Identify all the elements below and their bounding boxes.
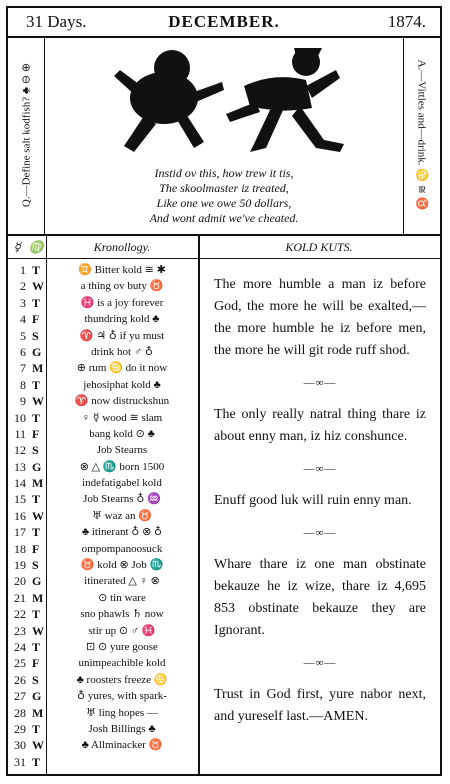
ornament-divider: —∞— bbox=[303, 657, 337, 669]
day-number: 4 bbox=[20, 312, 26, 327]
day-row bbox=[8, 541, 44, 557]
illustration bbox=[44, 36, 404, 234]
day-number: 6 bbox=[20, 344, 26, 359]
saying: Trust in God first, yure nabor next, and yureself last.—AMEN. bbox=[214, 687, 426, 724]
kold-kuts-column bbox=[204, 262, 436, 728]
day-row bbox=[8, 737, 44, 753]
weekday-letter: M bbox=[32, 476, 44, 491]
month-title: DECEMBER. bbox=[168, 12, 280, 31]
day-number: 14 bbox=[14, 476, 26, 491]
saying: The only really natral thing thare iz about enny man, iz hiz conshunce. bbox=[214, 407, 426, 444]
ornament-divider: —∞— bbox=[303, 527, 337, 539]
weekday-letter: W bbox=[32, 394, 44, 409]
day-number: 31 bbox=[14, 754, 26, 769]
day-number: 24 bbox=[14, 639, 26, 654]
verse bbox=[44, 166, 404, 226]
weekday-letter: M bbox=[32, 361, 44, 376]
day-row bbox=[8, 360, 44, 376]
day-number: 18 bbox=[14, 541, 26, 556]
weekday-letter: S bbox=[32, 443, 39, 458]
weekday-letter: T bbox=[32, 492, 41, 507]
kronollogy-entry: ompompanoosuck bbox=[81, 542, 163, 555]
right-margin-answer bbox=[403, 36, 440, 234]
day-row bbox=[8, 606, 44, 622]
kronollogy-column bbox=[48, 262, 196, 770]
weekday-letter: W bbox=[32, 623, 44, 638]
weekday-letter: T bbox=[32, 721, 41, 736]
day-row bbox=[8, 328, 44, 344]
weekday-letter: F bbox=[32, 312, 40, 327]
verse-line: The skoolmaster iz treated, bbox=[159, 181, 289, 195]
calendar-table bbox=[8, 236, 440, 774]
year: 1874. bbox=[387, 12, 426, 31]
day-row bbox=[8, 672, 44, 688]
day-row bbox=[8, 278, 44, 294]
col-header-kronollogy: Kronollogy. bbox=[46, 236, 198, 259]
weekday-letter: M bbox=[32, 705, 44, 720]
day-number: 8 bbox=[20, 377, 26, 392]
kronollogy-entry: a thing ov buty ♉ bbox=[80, 280, 164, 293]
day-row bbox=[8, 721, 44, 737]
almanac-page bbox=[6, 6, 442, 776]
day-number: 27 bbox=[14, 689, 26, 704]
weekday-letter: S bbox=[32, 328, 39, 343]
day-number: 26 bbox=[14, 672, 26, 687]
weekday-letter: T bbox=[32, 410, 41, 425]
day-number: 20 bbox=[14, 574, 26, 589]
kronollogy-entry: ⊕ rum ♋ do it now bbox=[76, 362, 168, 375]
illustration-panel bbox=[8, 36, 440, 236]
kronollogy-entry: ♈ ♃ ♁ if yu must bbox=[79, 329, 165, 342]
weekday-letter: S bbox=[32, 558, 39, 573]
day-row bbox=[8, 557, 44, 573]
kronollogy-entry: Job Stearns ♁ ♒ bbox=[83, 493, 161, 506]
day-number: 10 bbox=[14, 410, 26, 425]
kronollogy-entry: itinerated △ ♀ ⊗ bbox=[84, 575, 160, 588]
day-number: 2 bbox=[20, 279, 26, 294]
kronollogy-entry: thundring kold ♣ bbox=[84, 313, 160, 326]
weekday-letter: F bbox=[32, 541, 40, 556]
weekday-letter: W bbox=[32, 508, 44, 523]
days-count: 31 Days. bbox=[26, 12, 87, 31]
day-row bbox=[8, 524, 44, 540]
day-column bbox=[8, 262, 44, 770]
weekday-letter: T bbox=[32, 377, 41, 392]
col-header-kold-kuts: KOLD KUTS. bbox=[198, 236, 440, 259]
column-divider bbox=[198, 236, 200, 774]
weekday-letter: G bbox=[32, 459, 42, 474]
kronollogy-entry: ♣ itinerant ♁ ⊗ ♁ bbox=[81, 526, 163, 539]
kronollogy-entry: ♣ roosters freeze ♋ bbox=[76, 673, 168, 686]
day-number: 30 bbox=[14, 738, 26, 753]
saying: The more humble a man iz before God, the more he will be exalted,—the more humble he iz before men, the more he will git rode ruff shod. bbox=[214, 277, 426, 358]
day-number: 13 bbox=[14, 459, 26, 474]
day-row bbox=[8, 442, 44, 458]
day-number: 25 bbox=[14, 656, 26, 671]
day-number: 22 bbox=[14, 607, 26, 622]
day-number: 29 bbox=[14, 721, 26, 736]
kronollogy-entry: stir up ⊙ ♂ ♓ bbox=[88, 624, 156, 637]
kronollogy-entry: ♉ kold ⊗ Job ♏ bbox=[80, 559, 164, 572]
day-row bbox=[8, 705, 44, 721]
day-row bbox=[8, 590, 44, 606]
col-header-virgo: ♍ bbox=[26, 236, 46, 259]
left-margin-question bbox=[8, 36, 45, 234]
answer-text: A.—Vittles and—drink. ♋ ≅ ♉ bbox=[415, 59, 428, 211]
kronollogy-entry: sno phawls ♄ now bbox=[80, 608, 164, 621]
verse-line: And wont admit we've cheated. bbox=[149, 211, 299, 225]
ornament-divider: —∞— bbox=[303, 377, 337, 389]
day-number: 28 bbox=[14, 705, 26, 720]
column-divider bbox=[46, 236, 47, 774]
verse-line: Like one we owe 50 dollars, bbox=[156, 196, 292, 210]
day-number: 15 bbox=[14, 492, 26, 507]
kronollogy-entry: ♅ ling hopes — bbox=[86, 706, 158, 719]
weekday-letter: W bbox=[32, 279, 44, 294]
day-row bbox=[8, 754, 44, 770]
ornament-divider: —∞— bbox=[303, 463, 337, 475]
day-number: 11 bbox=[14, 426, 26, 441]
weekday-letter: F bbox=[32, 656, 40, 671]
day-row bbox=[8, 491, 44, 507]
day-row bbox=[8, 623, 44, 639]
day-row bbox=[8, 426, 44, 442]
weekday-letter: T bbox=[32, 639, 41, 654]
kronollogy-entry: unimpeachible kold bbox=[78, 657, 166, 670]
day-number: 12 bbox=[14, 443, 26, 458]
verse-line: Instid ov this, how trew it tis, bbox=[154, 166, 294, 180]
kronollogy-entry: bang kold ⊙ ♣ bbox=[89, 427, 155, 440]
kronollogy-entry: ♈ now distruckshun bbox=[74, 395, 170, 408]
day-row bbox=[8, 508, 44, 524]
kronollogy-entry: ♁ yures, with spark- bbox=[77, 690, 167, 703]
col-header-mercury: ☿ bbox=[8, 236, 26, 259]
kronollogy-entry: indefatigabel kold bbox=[82, 477, 162, 490]
day-row bbox=[8, 655, 44, 671]
silhouette-figures-image bbox=[44, 36, 386, 166]
day-row bbox=[8, 377, 44, 393]
weekday-letter: G bbox=[32, 689, 42, 704]
kronollogy-entry: Josh Billings ♣ bbox=[88, 722, 156, 735]
weekday-letter: T bbox=[32, 263, 41, 277]
question-text: Q.—Define salt kodfish? ♣ ⊖ ⊕ bbox=[20, 62, 33, 208]
page-header bbox=[8, 8, 440, 38]
day-number: 1 bbox=[20, 263, 26, 277]
day-row bbox=[8, 459, 44, 475]
weekday-letter: G bbox=[32, 574, 42, 589]
weekday-letter: M bbox=[32, 590, 44, 605]
kronollogy-entry: ⊙ tin ware bbox=[98, 591, 146, 604]
weekday-letter: S bbox=[32, 672, 39, 687]
saying: Whare thare iz one man obstinate bekauze he iz wize, thare iz 4,695 853 obstinate bekauze they are Ignorant. bbox=[214, 557, 426, 638]
day-row bbox=[8, 410, 44, 426]
kronollogy-entry: ♣ Allminacker ♉ bbox=[81, 739, 163, 752]
kronollogy-entry: ♊ Bitter kold ≅ ✱ bbox=[78, 264, 166, 276]
day-row bbox=[8, 295, 44, 311]
kronollogy-entry: jehosiphat kold ♣ bbox=[83, 378, 161, 391]
kronollogy-entry: Job Stearns bbox=[96, 444, 148, 457]
day-row bbox=[8, 688, 44, 704]
weekday-letter: T bbox=[32, 754, 41, 769]
day-number: 7 bbox=[20, 361, 26, 376]
day-row bbox=[8, 311, 44, 327]
day-number: 21 bbox=[14, 590, 26, 605]
saying: Enuff good luk will ruin enny man. bbox=[214, 493, 412, 508]
day-number: 5 bbox=[20, 328, 26, 343]
day-number: 19 bbox=[14, 558, 26, 573]
weekday-letter: G bbox=[32, 344, 42, 359]
day-number: 17 bbox=[14, 525, 26, 540]
kronollogy-entry: ♅ waz an ♉ bbox=[92, 509, 152, 522]
kronollogy-entry bbox=[48, 754, 196, 770]
day-number: 3 bbox=[20, 295, 26, 310]
day-number: 23 bbox=[14, 623, 26, 638]
weekday-letter: T bbox=[32, 525, 41, 540]
day-number: 9 bbox=[20, 394, 26, 409]
day-row bbox=[8, 393, 44, 409]
day-row bbox=[8, 262, 44, 278]
kronollogy-entry: ⊗ △ ♏ born 1500 bbox=[79, 460, 165, 473]
day-number: 16 bbox=[14, 508, 26, 523]
day-row bbox=[8, 475, 44, 491]
weekday-letter: T bbox=[32, 607, 41, 622]
kronollogy-entry: ⊡ ⊙ yure goose bbox=[86, 640, 158, 653]
day-row bbox=[8, 344, 44, 360]
kronollogy-entry: drink hot ♂ ♁ bbox=[91, 345, 153, 358]
weekday-letter: F bbox=[32, 426, 40, 441]
kronollogy-entry: ♓ is a joy forever bbox=[80, 296, 164, 309]
day-row bbox=[8, 639, 44, 655]
day-row bbox=[8, 573, 44, 589]
kronollogy-entry: ♀ ☿ wood ≅ slam bbox=[81, 411, 163, 424]
weekday-letter: T bbox=[32, 295, 41, 310]
weekday-letter: W bbox=[32, 738, 44, 753]
